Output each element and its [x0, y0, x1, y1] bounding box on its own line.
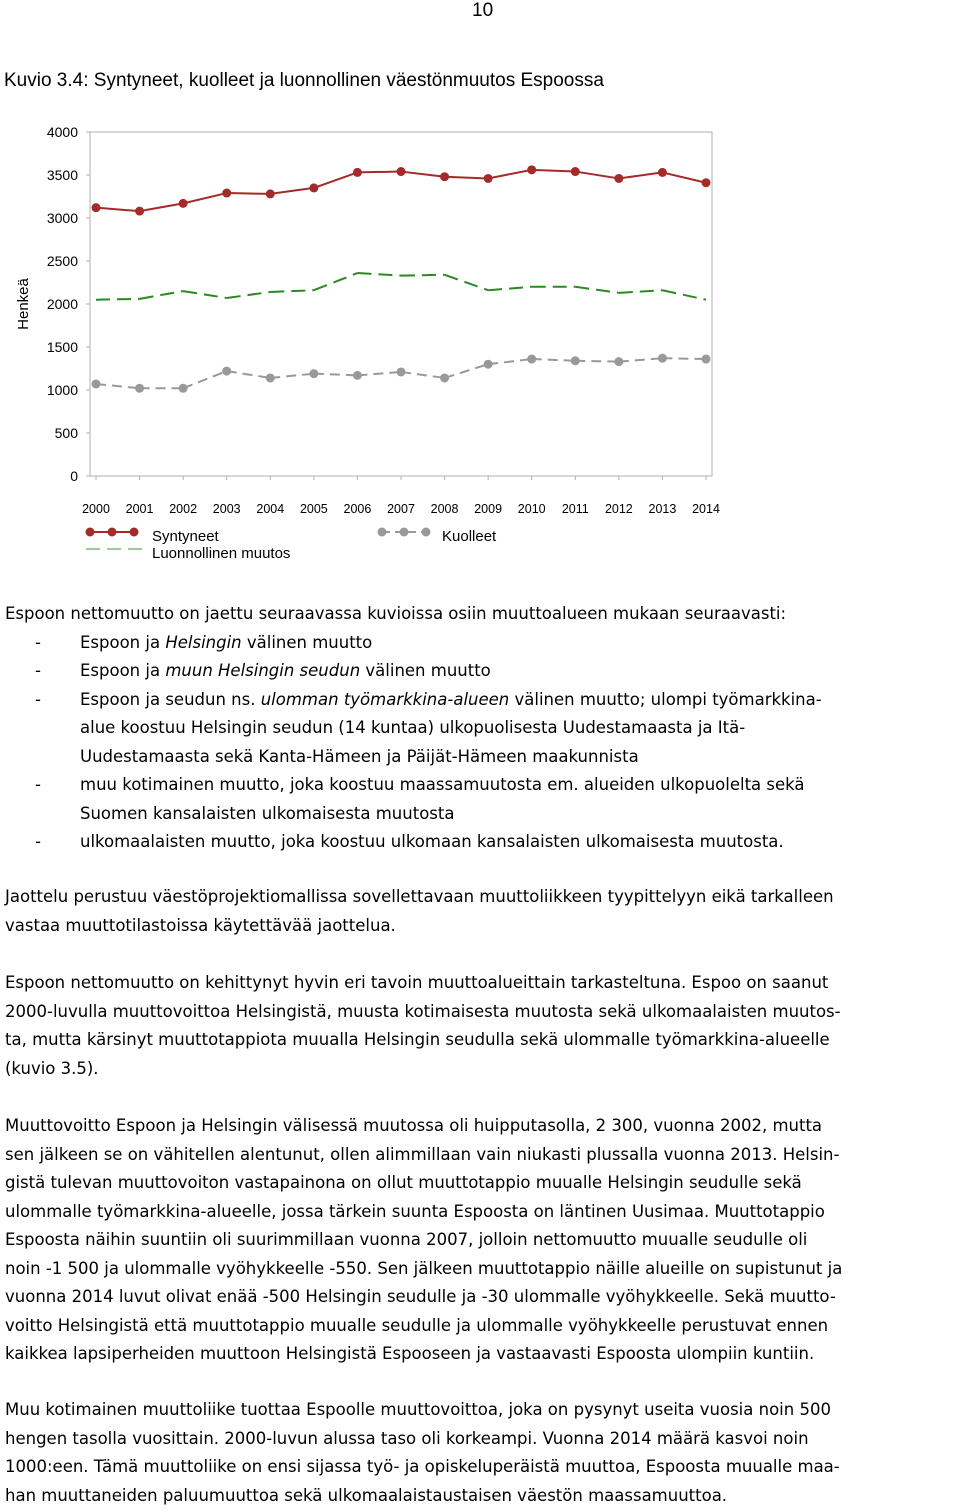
series-segment	[96, 208, 140, 211]
data-point	[440, 373, 449, 382]
data-point	[179, 199, 188, 208]
paragraph	[5, 1396, 957, 1510]
paragraph-line: Muu kotimainen muuttoliike tuottaa Espoolle muuttovoittoa, joka on pysynyt useita vuosia noin 500	[5, 1396, 957, 1425]
data-point	[702, 355, 711, 364]
paragraph-line: gistä tulevan muuttovoiton vastapainona on ollut muuttotappio muualle Helsingin seudulle sekä	[5, 1169, 957, 1198]
data-point	[527, 165, 536, 174]
series-segment	[96, 299, 140, 300]
x-tick-label: 2004	[256, 502, 284, 516]
plot-area	[90, 132, 712, 476]
list-text: välinen muutto	[242, 633, 373, 652]
series-segment	[183, 371, 227, 388]
series-segment	[227, 292, 271, 298]
data-point	[309, 369, 318, 378]
series-segment	[575, 287, 619, 293]
series-segment	[445, 364, 489, 378]
legend-marker-kuolleet	[400, 528, 409, 537]
data-point	[135, 207, 144, 216]
series-segment	[445, 275, 489, 290]
data-point	[658, 354, 667, 363]
list-text: välinen muutto; ulompi työmarkkina-	[509, 690, 821, 709]
series-segment	[401, 172, 445, 177]
paragraph-line: han muuttaneiden paluumuuttoa sekä ulkomaalaistaustaisen väestön maassamuuttoa.	[5, 1482, 957, 1510]
series-segment	[270, 188, 314, 194]
x-tick-label: 2002	[169, 502, 197, 516]
list-text: ulkomaalaisten muutto, joka koostuu ulkomaan kansalaisten ulkomaisesta muutosta.	[80, 832, 784, 851]
x-tick-label: 2001	[126, 502, 154, 516]
data-point	[484, 360, 493, 369]
series-segment	[183, 193, 227, 203]
x-tick-label: 2014	[692, 502, 720, 516]
series-segment	[227, 193, 271, 194]
y-tick-label: 2500	[47, 253, 78, 269]
paragraph-line: Jaottelu perustuu väestöprojektiomallissa sovellettavaan muuttoliikkeen tyypittelyyn eikä tarkalleen	[5, 883, 957, 912]
series-segment	[401, 275, 445, 276]
list-item	[5, 657, 955, 686]
paragraph-line: kaikkea lapsiperheiden muuttoon Helsingistä Espooseen ja vastaavasti Espoosta ulompiin kuntiin.	[5, 1340, 957, 1369]
data-point	[92, 379, 101, 388]
y-tick-label: 500	[55, 425, 79, 441]
paragraph-line: 2000-luvulla muuttovoittoa Helsingistä, muusta kotimaisesta muutosta sekä ulkomaalaisten muutos-	[5, 998, 957, 1027]
data-point	[614, 174, 623, 183]
list-item	[5, 629, 955, 658]
list-text: välinen muutto	[360, 661, 491, 680]
data-point	[92, 203, 101, 212]
intro-list	[5, 629, 955, 857]
list-dash: -	[35, 657, 41, 686]
series-segment	[357, 372, 401, 375]
x-tick-label: 2006	[344, 502, 372, 516]
series-segment	[488, 170, 532, 179]
series-segment	[357, 172, 401, 173]
paragraph	[5, 883, 957, 940]
paragraph-line: vuonna 2014 luvut olivat enää -500 Helsingin seudulle ja -30 ulommalle vyöhykkeelle. Sekä muutto-	[5, 1283, 957, 1312]
data-point	[658, 168, 667, 177]
y-tick-label: 4000	[47, 124, 78, 140]
data-point	[353, 168, 362, 177]
series-segment	[662, 290, 706, 299]
list-text: muu kotimainen muutto, joka koostuu maassamuutosta em. alueiden ulkopuolelta sekä	[80, 775, 805, 794]
list-text-line: alue koostuu Helsingin seudun (14 kuntaa) ulkopuolisesta Uudestamaasta ja Itä-	[80, 718, 745, 737]
series-segment	[532, 359, 576, 361]
legend-marker-syntyneet	[130, 528, 139, 537]
y-tick-label: 3500	[47, 167, 78, 183]
series-kuolleet	[92, 354, 711, 393]
series-segment	[662, 358, 706, 359]
legend-label-syntyneet: Syntyneet	[152, 528, 220, 545]
list-emphasis: ulomman työmarkkina-alueen	[261, 690, 510, 709]
paragraph	[5, 969, 957, 1083]
series-segment	[357, 273, 401, 276]
data-point	[266, 189, 275, 198]
chart-frame	[90, 132, 712, 476]
legend	[86, 528, 498, 563]
x-tick-label: 2005	[300, 502, 328, 516]
y-tick-label: 1500	[47, 339, 78, 355]
data-point	[397, 167, 406, 176]
list-item	[5, 686, 955, 772]
list-dash: -	[35, 686, 41, 715]
paragraph-line: hengen tasolla vuosittain. 2000-luvun alussa taso oli korkeampi. Vuonna 2014 määrä kasvoi noin	[5, 1425, 957, 1454]
legend-marker-kuolleet	[378, 528, 387, 537]
series-segment	[314, 374, 358, 376]
data-point	[571, 356, 580, 365]
data-point	[135, 384, 144, 393]
series-segment	[488, 287, 532, 290]
list-item	[5, 828, 955, 857]
series-segment	[575, 172, 619, 179]
paragraph-line: ulommalle työmarkkina-alueelle, jossa tärkein suunta Espoosta on läntinen Uusimaa. Muuttotappio	[5, 1198, 957, 1227]
paragraph	[5, 1112, 957, 1369]
series-segment	[532, 170, 576, 172]
series-syntyneet	[92, 165, 711, 215]
data-point	[614, 357, 623, 366]
y-tick-label: 0	[70, 468, 78, 484]
list-dash: -	[35, 828, 41, 857]
data-point	[527, 355, 536, 364]
legend-marker-kuolleet	[422, 528, 431, 537]
list-dash: -	[35, 771, 41, 800]
series-segment	[619, 290, 663, 293]
x-tick-label: 2011	[562, 502, 589, 516]
series-segment	[270, 374, 314, 378]
data-point	[179, 384, 188, 393]
list-emphasis: Helsingin	[165, 633, 241, 652]
list-text-line: Suomen kansalaisten ulkomaisesta muutosta	[80, 804, 454, 823]
x-tick-label: 2013	[649, 502, 677, 516]
legend-label-kuolleet: Kuolleet	[442, 528, 497, 545]
x-tick-label: 2012	[605, 502, 633, 516]
series-segment	[401, 372, 445, 378]
x-tick-label: 2009	[474, 502, 502, 516]
data-point	[353, 371, 362, 380]
paragraph-line: Muuttovoitto Espoon ja Helsingin välisessä muutossa oli huipputasolla, 2 300, vuonna 2002, mutta	[5, 1112, 957, 1141]
series-segment	[140, 291, 184, 299]
y-axis	[15, 124, 90, 484]
paragraph-line: sen jälkeen se on vähitellen alentunut, ollen alimmillaan vain niukasti plussalla vuonna 2013. Helsin-	[5, 1141, 957, 1170]
series-segment	[575, 361, 619, 362]
series-segment	[183, 291, 227, 298]
y-tick-label: 2000	[47, 296, 78, 312]
list-dash: -	[35, 629, 41, 658]
paragraph-line: ta, mutta kärsinyt muuttotappiota muualla Helsingin seudulla sekä ulommalle työmarkkina-alueelle	[5, 1026, 957, 1055]
x-tick-label: 2008	[431, 502, 459, 516]
x-tick-label: 2010	[518, 502, 546, 516]
list-text-line: Uudestamaasta sekä Kanta-Hämeen ja Päijät-Hämeen maakunnista	[80, 747, 639, 766]
list-text: Espoon ja seudun ns.	[80, 690, 261, 709]
paragraph-line: 1000:een. Tämä muuttoliike on ensi sijassa työ- ja opiskeluperäistä muuttoa, Espoosta muualle maa-	[5, 1453, 957, 1482]
paragraph-line: vastaa muuttotilastoissa käytettävää jaottelua.	[5, 912, 957, 941]
x-tick-label: 2007	[387, 502, 415, 516]
data-point	[397, 367, 406, 376]
intro-lead: Espoon nettomuutto on jaettu seuraavassa kuvioissa osiin muuttoalueen mukaan seuraavasti:	[5, 600, 955, 629]
data-point	[440, 172, 449, 181]
data-point	[222, 189, 231, 198]
paragraph-line: (kuvio 3.5).	[5, 1055, 957, 1084]
list-emphasis: muun Helsingin seudun	[165, 661, 360, 680]
chart	[0, 112, 740, 572]
series-luonnollinen-muutos	[96, 273, 706, 300]
series-segment	[488, 359, 532, 364]
legend-marker-syntyneet	[86, 528, 95, 537]
y-tick-label: 3000	[47, 210, 78, 226]
x-tick-label: 2000	[82, 502, 110, 516]
series-segment	[619, 358, 663, 361]
chart-series	[92, 165, 711, 392]
series-segment	[314, 172, 358, 187]
paragraph-line: Espoon nettomuutto on kehittynyt hyvin eri tavoin muuttoalueittain tarkasteltuna. Espoo on saanut	[5, 969, 957, 998]
list-text: Espoon ja	[80, 633, 165, 652]
legend-marker-syntyneet	[108, 528, 117, 537]
series-segment	[662, 172, 706, 182]
series-segment	[227, 371, 271, 378]
data-point	[266, 373, 275, 382]
figure-title: Kuvio 3.4: Syntyneet, kuolleet ja luonnollinen väestönmuutos Espoossa	[4, 70, 604, 92]
list-text: Espoon ja	[80, 661, 165, 680]
intro-section	[5, 600, 955, 857]
page-number: 10	[472, 0, 493, 22]
data-point	[222, 367, 231, 376]
data-point	[571, 167, 580, 176]
y-tick-label: 1000	[47, 382, 78, 398]
series-segment	[140, 203, 184, 211]
legend-label-luonnollinen: Luonnollinen muutos	[152, 545, 290, 562]
paragraph-line: voitto Helsingistä että muuttotappio muualle seudulle ja ulommalle vyöhykkeelle perustuvat ennen	[5, 1312, 957, 1341]
series-segment	[445, 177, 489, 179]
paragraph-line: Espoosta näihin suuntiin oli suurimmillaan vuonna 2007, jolloin nettomuutto muualle seudulle oli	[5, 1226, 957, 1255]
x-tick-label: 2003	[213, 502, 241, 516]
data-point	[484, 174, 493, 183]
series-segment	[314, 273, 358, 290]
series-segment	[619, 172, 663, 178]
series-segment	[270, 290, 314, 292]
data-point	[309, 183, 318, 192]
x-axis	[82, 476, 720, 516]
data-point	[702, 178, 711, 187]
list-item	[5, 771, 955, 828]
series-segment	[96, 384, 140, 388]
paragraph-line: noin -1 500 ja ulommalle vyöhykkeelle -550. Sen jälkeen muuttotappio näille alueille on supistunut ja	[5, 1255, 957, 1284]
y-axis-label: Henkeä	[15, 277, 32, 329]
